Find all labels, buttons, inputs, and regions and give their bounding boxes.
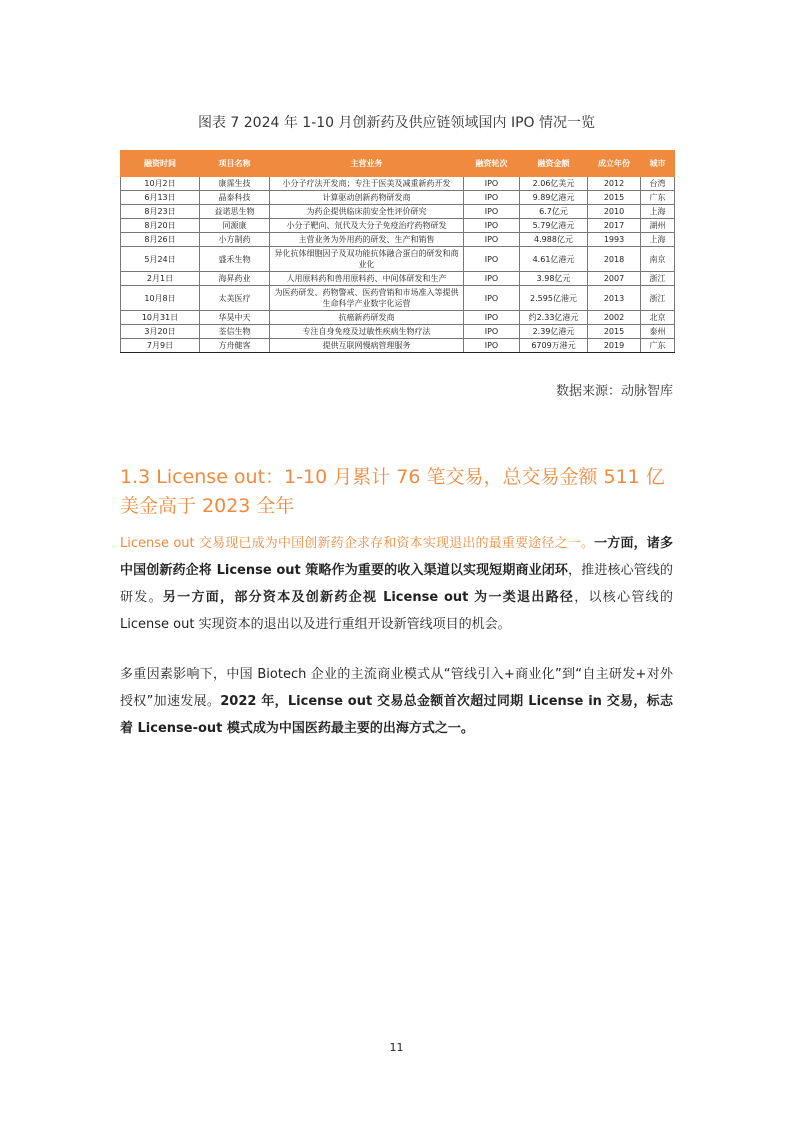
table-cell: 为医药研发、药物警戒、医药营销和市场准入等提供生命科学产业数字化运营 [270,286,464,311]
column-header: 融资时间 [121,151,200,177]
table-cell: IPO [464,233,520,247]
paragraph-license-out [120,530,673,638]
table-cell: IPO [464,325,520,339]
table-row [121,233,675,247]
table-cell: 台湾 [641,177,675,191]
table-cell: 方舟健客 [200,339,270,353]
table-cell: IPO [464,205,520,219]
table-cell: IPO [464,177,520,191]
table-cell: 太美医疗 [200,286,270,311]
table-cell: 南京 [641,247,675,272]
table-cell: 3.98亿元 [520,272,588,286]
table-cell: IPO [464,311,520,325]
table-cell: 北京 [641,311,675,325]
table-cell: 9.89亿港元 [520,191,588,205]
column-header: 项目名称 [200,151,270,177]
table-cell: 2010 [588,205,641,219]
data-source: 数据来源：动脉智库 [555,384,673,399]
table-cell: IPO [464,219,520,233]
bold-sentence: 另一方面，部分资本及创新药企视 License out 为一类退出路径 [162,590,575,605]
table-cell: 广东 [641,191,675,205]
table-row [121,177,675,191]
table-cell: 异化抗体细胞因子及双功能抗体融合蛋白的研发和商业化 [270,247,464,272]
plain-text: ，以核心管线的 License out 实现资本的退出以及进行重组开设新管线项目的机会。 [120,590,673,632]
table-cell: 人用原料药和兽用原料药、中间体研发和生产 [270,272,464,286]
table-row [121,311,675,325]
table-cell: 盛禾生物 [200,247,270,272]
table-cell: 2007 [588,272,641,286]
table-cell: 康霈生技 [200,177,270,191]
table-cell: 2015 [588,191,641,205]
table-cell: 主营业务为外用药的研发、生产和销售 [270,233,464,247]
section-title: 1.3 License out：1-10 月累计 76 笔交易，总交易金额 511 亿美金高于 2023 全年 [120,466,665,517]
table-cell: 约2.33亿港元 [520,311,588,325]
table-cell: 小分子靶向、氘代及大分子免疫治疗药物研发 [270,219,464,233]
table-cell: 6.7亿元 [520,205,588,219]
column-header: 成立年份 [588,151,641,177]
table-cell: 晶泰科技 [200,191,270,205]
ipo-table [120,150,675,353]
table-row [121,272,675,286]
table-cell: 为药企提供临床前安全性评价研究 [270,205,464,219]
table-cell: 计算驱动创新药物研发商 [270,191,464,205]
table-cell: 5月24日 [121,247,200,272]
table-cell: 6709万港元 [520,339,588,353]
table-row [121,286,675,311]
column-header: 融资轮次 [464,151,520,177]
table-cell: 4.988亿元 [520,233,588,247]
table-cell: 2.595亿港元 [520,286,588,311]
table-row [121,191,675,205]
table-cell: 2013 [588,286,641,311]
table-cell: 泰州 [641,325,675,339]
table-cell: IPO [464,191,520,205]
table-cell: 10月2日 [121,177,200,191]
table-cell: 10月8日 [121,286,200,311]
table-cell: 小方制药 [200,233,270,247]
table-cell: 2018 [588,247,641,272]
table-cell: 专注自身免疫及过敏性疾病生物疗法 [270,325,464,339]
table-row [121,325,675,339]
table-cell: 5.79亿港元 [520,219,588,233]
table-row [121,205,675,219]
column-header: 融资金额 [520,151,588,177]
table-cell: 4.61亿港元 [520,247,588,272]
table-cell: IPO [464,272,520,286]
table-cell: 湖州 [641,219,675,233]
table-cell: 广东 [641,339,675,353]
table-cell: 10月31日 [121,311,200,325]
table-cell: 2.06亿美元 [520,177,588,191]
table-cell: 上海 [641,233,675,247]
table-body [121,177,675,353]
table-cell: 提供互联网慢病管理服务 [270,339,464,353]
table-cell: 2017 [588,219,641,233]
table-cell: 2019 [588,339,641,353]
table-row [121,219,675,233]
highlight-sentence: License out 交易现已成为中国创新药企求存和资本实现退出的最重要途径之一。 [120,536,595,551]
table-row [121,247,675,272]
table-cell: 浙江 [641,286,675,311]
table-cell: 上海 [641,205,675,219]
table-header-row [121,151,675,177]
bold-sentence: 2022 年，License out 交易总金额首次超过同期 License in 交易，标志着 License-out 模式成为中国医药最主要的出海方式之一。 [120,694,673,736]
page-number: 11 [389,1041,404,1054]
table-cell: 2.39亿港元 [520,325,588,339]
table-row [121,339,675,353]
bold-sentence: 一方面，诸多中国创新药企将 License out 策略作为重要的收入渠道以实现短期商业闭环 [120,536,673,578]
plain-text: 多重因素影响下，中国 Biotech 企业的主流商业模式从“管线引入+商业化”到“自主研发+对外授权”加速发展。 [120,667,673,709]
table-cell: 浙江 [641,272,675,286]
table-cell: 8月23日 [121,205,200,219]
table-cell: IPO [464,286,520,311]
table-cell: 华昊中天 [200,311,270,325]
table-cell: 益诺思生物 [200,205,270,219]
table-caption: 图表 7 2024 年 1-10 月创新药及供应链领域国内 IPO 情况一览 [197,115,596,131]
table-cell: 8月20日 [121,219,200,233]
plain-text: ，推进核心管线的研发。 [120,563,673,605]
table-cell: 3月20日 [121,325,200,339]
table-cell: 抗癌新药研发商 [270,311,464,325]
table-cell: IPO [464,247,520,272]
table-cell: 6月13日 [121,191,200,205]
table-cell: 2月1日 [121,272,200,286]
table-cell: 同源康 [200,219,270,233]
column-header: 主营业务 [270,151,464,177]
table-cell: 1993 [588,233,641,247]
table-cell: 2015 [588,325,641,339]
table-cell: IPO [464,339,520,353]
table-cell: 海昇药业 [200,272,270,286]
table-cell: 荃信生物 [200,325,270,339]
column-header: 城市 [641,151,675,177]
table-cell: 8月26日 [121,233,200,247]
table-cell: 7月9日 [121,339,200,353]
table-cell: 小分子疗法开发商；专注于医美及减重新药开发 [270,177,464,191]
table-cell: 2012 [588,177,641,191]
table-cell: 2002 [588,311,641,325]
paragraph-business-model [120,661,673,742]
